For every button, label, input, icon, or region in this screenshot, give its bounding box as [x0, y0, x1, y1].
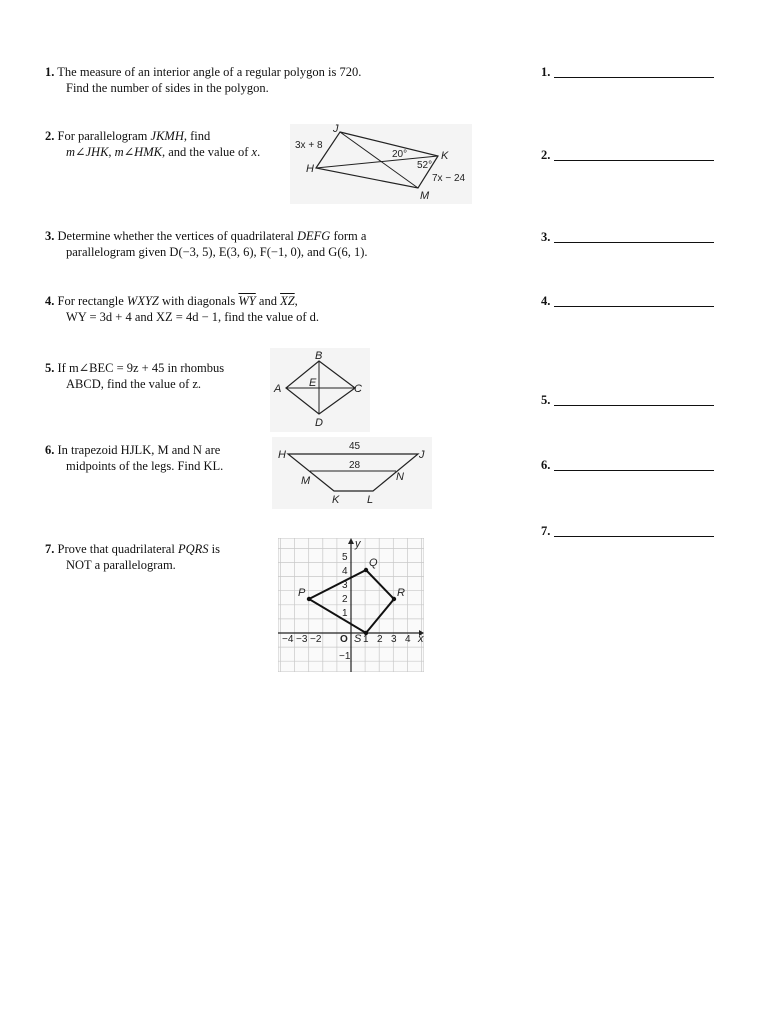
point-label-n: N [396, 471, 404, 483]
vertex-label-m: M [420, 190, 430, 202]
answer-line[interactable] [554, 405, 714, 406]
vertex-label-p: P [298, 587, 306, 599]
side-label-jh: 3x + 8 [295, 140, 323, 151]
x-tick-label: −4 [282, 634, 294, 645]
answer-number: 1. [541, 65, 551, 79]
answer-line[interactable] [554, 160, 714, 161]
question-text: If m∠BEC = 9z + 45 in rhombus [57, 361, 225, 375]
x-tick-label: 4 [405, 634, 411, 645]
math-expr: m∠JHK [66, 145, 109, 159]
question-text: , find [183, 129, 211, 143]
x-tick-label: −2 [310, 634, 322, 645]
vertex-label-k: K [332, 494, 340, 506]
vertex-label-l: L [367, 494, 374, 506]
coordinate-grid-figure [278, 538, 424, 672]
question-text: and [255, 294, 281, 308]
question-number: 4. [45, 294, 55, 308]
length-label-45: 45 [349, 441, 361, 452]
question-number: 2. [45, 129, 55, 143]
answer-blank-4[interactable] [541, 293, 719, 309]
vertex-label-r: R [397, 587, 405, 599]
answer-number: 4. [541, 294, 551, 308]
y-tick-label: 4 [342, 566, 348, 577]
x-tick-label: −3 [296, 634, 308, 645]
question-5 [45, 360, 275, 392]
answer-blank-6[interactable] [541, 457, 719, 473]
vertex-label-j: J [333, 124, 339, 135]
math-expr: m∠HMK [114, 145, 162, 159]
question-text: In trapezoid HJLK, M and N are [57, 443, 221, 457]
question-text-line2: parallelogram given D(−3, 5), E(3, 6), F(−1, 0), and G(6, 1). [66, 245, 368, 259]
question-4 [45, 293, 445, 325]
answer-number: 5. [541, 393, 551, 407]
side-label-km: 7x − 24 [432, 173, 466, 184]
question-number: 5. [45, 361, 55, 375]
question-text: , and the value of [161, 145, 252, 159]
vertex-label-k: K [441, 150, 449, 162]
point-label-m: M [301, 475, 311, 487]
math-var: x [251, 145, 258, 159]
math-var: JKMH [150, 129, 184, 143]
question-text-line2: WY = 3d + 4 and XZ = 4d − 1, find the value of d. [66, 310, 320, 324]
question-text-line2: NOT a parallelogram. [66, 558, 176, 572]
question-6 [45, 442, 275, 474]
x-axis-label: x [418, 633, 424, 645]
answer-blank-7[interactable] [541, 523, 719, 539]
point-label-e: E [309, 377, 317, 389]
trapezoid-figure [272, 437, 432, 509]
answer-blank-1[interactable] [541, 64, 719, 80]
answer-line[interactable] [554, 77, 714, 78]
answer-number: 6. [541, 458, 551, 472]
vertex-label-s: S [354, 633, 362, 645]
segment-wy: $\overline{WY}$ [238, 294, 256, 308]
vertex-label-h: H [306, 163, 314, 175]
question-text: . [257, 145, 261, 159]
y-tick-label: 5 [342, 552, 348, 563]
question-text: is [208, 542, 220, 556]
angle-label-20: 20° [392, 149, 408, 160]
question-text: form a [330, 229, 367, 243]
vertex-label-j: J [419, 449, 425, 461]
y-tick-label: 3 [342, 580, 348, 591]
y-axis-label: y [355, 538, 361, 550]
x-tick-label: 2 [377, 634, 383, 645]
rhombus-figure [270, 348, 370, 432]
segment-xz: $\overline{XZ}$ [280, 294, 295, 308]
question-number: 3. [45, 229, 55, 243]
question-text: The measure of an interior angle of a regular polygon is 720. [57, 65, 362, 79]
vertex-label-b: B [315, 350, 323, 362]
parallelogram-figure [290, 124, 472, 204]
length-label-28: 28 [349, 460, 361, 471]
x-tick-label: 1 [363, 634, 369, 645]
question-text-line2: ABCD, find the value of z. [66, 377, 202, 391]
vertex-label-q: Q [369, 557, 378, 569]
point-p [307, 597, 311, 601]
question-number: 7. [45, 542, 55, 556]
point-r [392, 597, 396, 601]
answer-number: 2. [541, 148, 551, 162]
vertex-label-h: H [278, 449, 286, 461]
answer-line[interactable] [554, 470, 714, 471]
point-q [364, 568, 368, 572]
question-text: Prove that quadrilateral [57, 542, 178, 556]
question-text: with diagonals [158, 294, 239, 308]
question-number: 1. [45, 65, 55, 79]
x-tick-label: 3 [391, 634, 397, 645]
answer-line[interactable] [554, 306, 714, 307]
question-text: Determine whether the vertices of quadrilateral [57, 229, 297, 243]
question-text-line2: Find the number of sides in the polygon. [66, 81, 269, 95]
math-var: DEFG [296, 229, 331, 243]
question-7 [45, 541, 275, 573]
question-2 [45, 128, 285, 160]
question-text: , [108, 145, 115, 159]
y-tick-label: −1 [339, 651, 351, 662]
question-text-line2: midpoints of the legs. Find KL. [66, 459, 224, 473]
question-text: For rectangle [57, 294, 127, 308]
answer-blank-2[interactable] [541, 147, 719, 163]
vertex-label-c: C [354, 383, 362, 395]
question-number: 6. [45, 443, 55, 457]
math-var: PQRS [177, 542, 209, 556]
question-1 [45, 64, 425, 96]
answer-number: 3. [541, 230, 551, 244]
question-text-line2 [45, 144, 285, 160]
question-text: , [294, 294, 298, 308]
math-var: WXYZ [126, 294, 159, 308]
answer-blank-5[interactable] [541, 392, 719, 408]
vertex-label-d: D [315, 417, 323, 429]
angle-label-52: 52° [417, 160, 433, 171]
vertex-label-a: A [274, 383, 282, 395]
question-3 [45, 228, 445, 260]
answer-number: 7. [541, 524, 551, 538]
answer-line[interactable] [554, 242, 714, 243]
y-tick-label: 1 [342, 608, 348, 619]
answer-blank-3[interactable] [541, 229, 719, 245]
answer-line[interactable] [554, 536, 714, 537]
question-text: For parallelogram [57, 129, 151, 143]
y-tick-label: 2 [342, 594, 348, 605]
origin-label: O [340, 634, 348, 645]
